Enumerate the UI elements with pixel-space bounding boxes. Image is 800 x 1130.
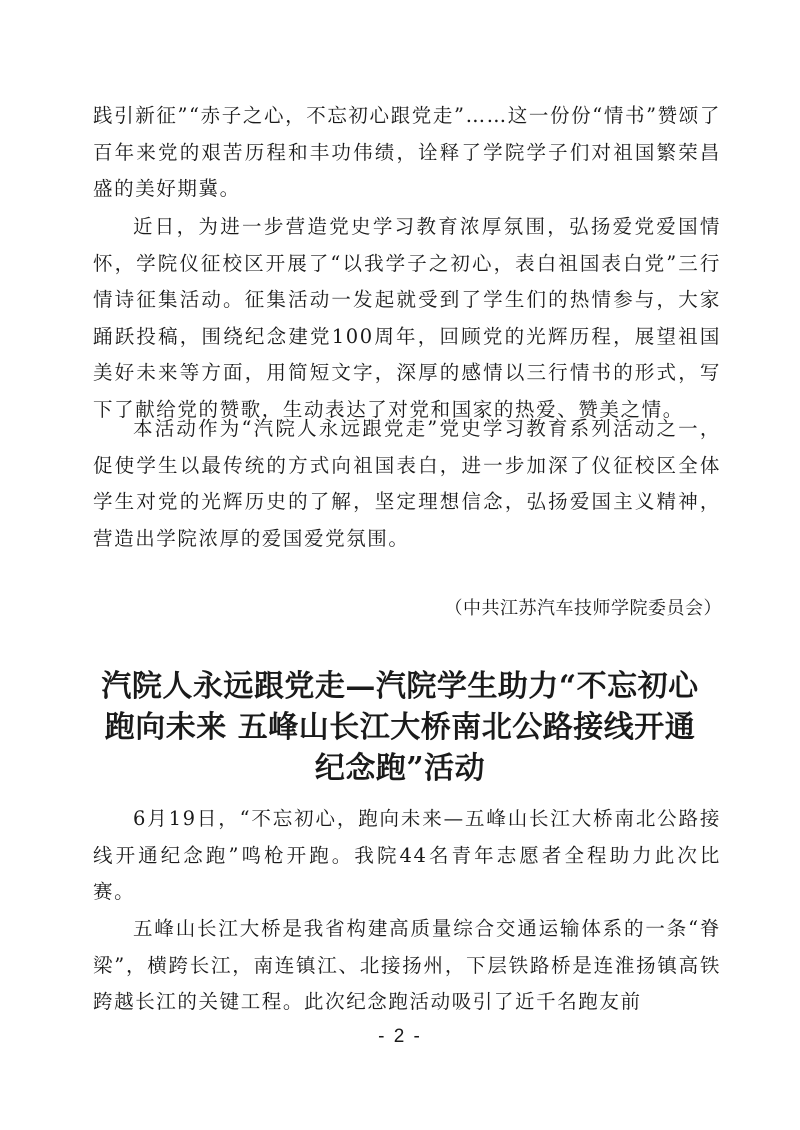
paragraph-activity-summary: 本活动作为“汽院人永远跟党走”党史学习教育系列活动之一，促使学生以最传统的方式向祖国表白，进一步加深了仪征校区全体学生对党的光辉历史的了解，坚定理想信念，弘扬爱国主义精神，营造出学院浓厚的爱国爱党氛围。 (93, 417, 721, 550)
signature: （中共江苏汽车技师学院委员会） (444, 598, 722, 619)
article-title-line-2: 跑向未来 五峰山长江大桥南北公路接线开通 (104, 710, 696, 745)
article-title (90, 666, 710, 789)
paragraph-run-event: 6月19日，“不忘初心，跑向未来—五峰山长江大桥南北公路接线开通纪念跑”鸣枪开跑。我院44名青年志愿者全程助力此次比赛。 (93, 807, 721, 903)
article-title-line-3: 纪念跑”活动 (314, 751, 486, 786)
article-title-line-1: 汽院人永远跟党走—汽院学生助力“不忘初心 (101, 669, 699, 704)
paragraph-activity-intro: 近日，为进一步营造党史学习教育浓厚氛围，弘扬爱党爱国情怀，学院仪征校区开展了“以我学子之初心，表白祖国表白党”三行情诗征集活动。征集活动一发起就受到了学生们的热情参与，大家踊跃投稿，围绕纪念建党100周年，回顾党的光辉历程，展望祖国美好未来等方面，用简短文字，深厚的感情以三行情书的形式，写下了献给党的赞歌，生动表达了对党和国家的热爱、赞美之情。 (93, 215, 721, 421)
paragraph-continuation: 践引新征”“赤子之心，不忘初心跟党走”……这一份份“情书”赞颂了百年来党的艰苦历程和丰功伟绩，诠释了学院学子们对祖国繁荣昌盛的美好期冀。 (93, 104, 721, 200)
page-number: - 2 - (378, 1026, 422, 1047)
paragraph-bridge-description: 五峰山长江大桥是我省构建高质量综合交通运输体系的一条“脊梁”，横跨长江，南连镇江、北接扬州，下层铁路桥是连淮扬镇高铁跨越长江的关键工程。此次纪念跑活动吸引了近千名跑友前 (93, 917, 721, 1013)
